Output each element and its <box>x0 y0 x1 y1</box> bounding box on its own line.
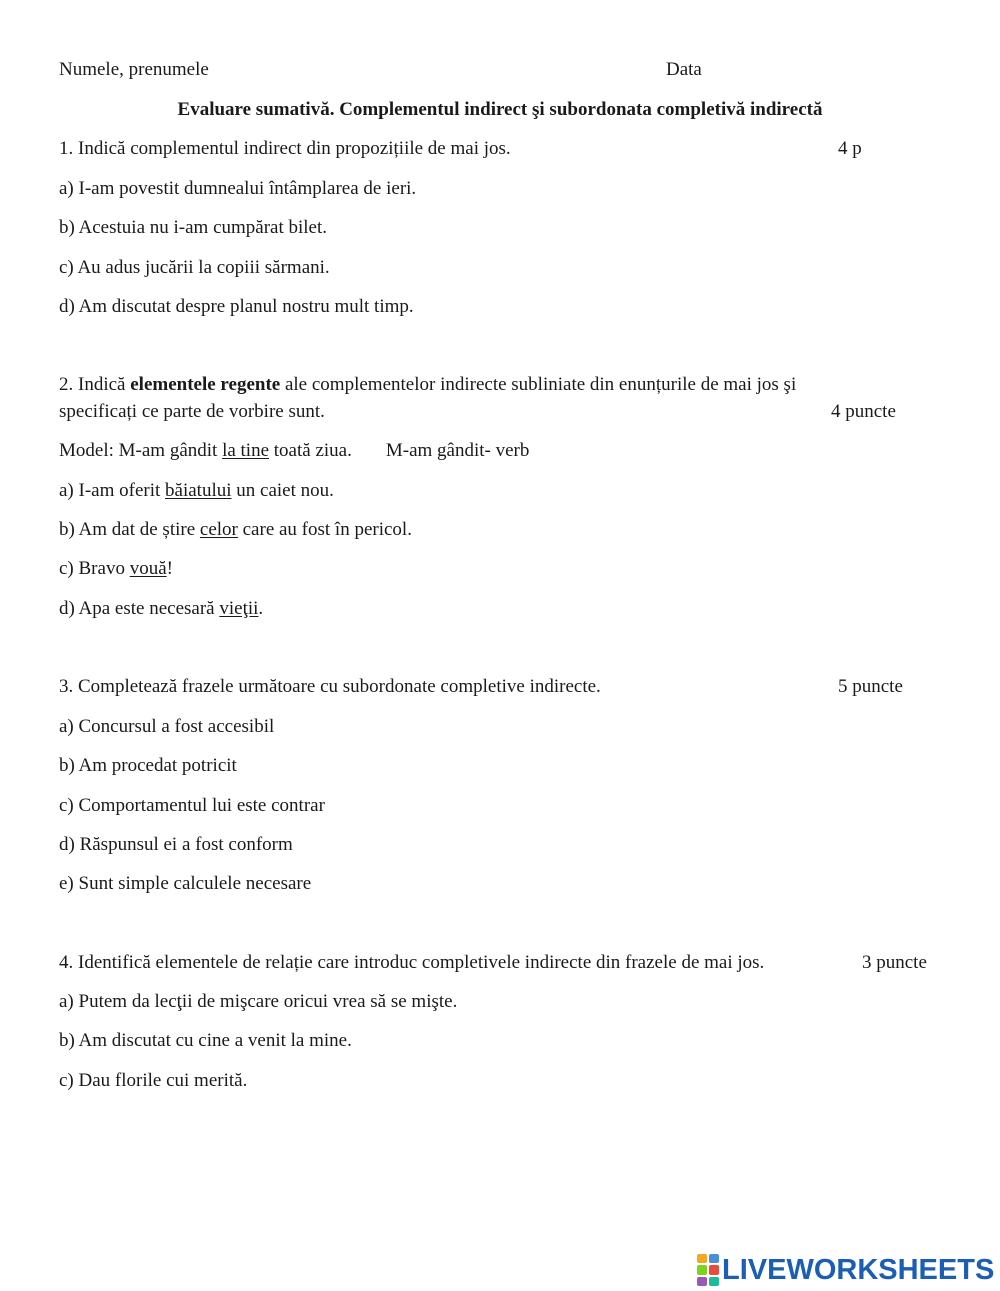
date-label: Data <box>666 59 702 80</box>
q2-model <box>59 440 529 462</box>
q3-item-e: e) Sunt simple calculele necesare <box>59 873 312 894</box>
q2-model-answer: M-am gândit- verb <box>385 440 530 461</box>
q2-item-a-pre: a) I-am oferit <box>59 480 166 501</box>
q2-prompt-line2: specificați ce parte de vorbire sunt. <box>59 401 325 422</box>
q2-item-d <box>59 598 263 620</box>
q2-points: 4 puncte <box>831 401 896 422</box>
q4-item-b: b) Am discutat cu cine a venit la mine. <box>59 1030 352 1051</box>
q2-model-underlined: la tine <box>222 440 270 461</box>
q3-item-a: a) Concursul a fost accesibil <box>59 716 275 737</box>
q2-item-d-post: . <box>258 598 264 619</box>
q2-item-c-underlined: vouă <box>129 558 167 579</box>
q2-prompt-pre: 2. Indică <box>59 374 131 395</box>
q2-prompt-post: ale complementelor indirecte subliniate din enunțurile de mai jos şi <box>280 374 797 395</box>
logo-block-5 <box>697 1277 707 1286</box>
q1-prompt: 1. Indică complementul indirect din propozițiile de mai jos. <box>59 138 511 159</box>
q4-item-a: a) Putem da lecţii de mişcare oricui vrea să se mişte. <box>59 991 458 1012</box>
q2-item-a <box>59 480 334 502</box>
q2-prompt <box>59 374 796 396</box>
q4-item-c: c) Dau florile cui merită. <box>59 1070 248 1091</box>
logo-block-6 <box>709 1277 719 1286</box>
liveworksheets-logo <box>697 1253 994 1287</box>
logo-block-1 <box>697 1254 707 1263</box>
q1-item-d: d) Am discutat despre planul nostru mult timp. <box>59 296 414 317</box>
q2-item-a-post: un caiet nou. <box>231 480 334 501</box>
q2-item-d-underlined: vieţii <box>219 598 259 619</box>
logo-text: LIVEWORKSHEETS <box>722 1253 995 1286</box>
q4-points: 3 puncte <box>862 952 927 973</box>
q2-prompt-bold: elementele regente <box>130 374 281 395</box>
q3-item-b: b) Am procedat potricit <box>59 755 237 776</box>
logo-block-3 <box>697 1265 707 1274</box>
q4-prompt: 4. Identifică elementele de relație care introduc completivele indirecte din frazele de mai jos. <box>59 952 765 973</box>
q2-model-pre: Model: M-am gândit <box>59 440 223 461</box>
q2-item-b-pre: b) Am dat de știre <box>59 519 200 540</box>
q3-prompt: 3. Completează frazele următoare cu subordonate completive indirecte. <box>59 676 601 697</box>
q2-item-a-underlined: băiatului <box>165 480 232 501</box>
liveworksheets-icon <box>697 1254 719 1286</box>
q1-item-a: a) I-am povestit dumnealui întâmplarea de ieri. <box>59 178 417 199</box>
q2-item-b-underlined: celor <box>199 519 238 540</box>
page-title: Evaluare sumativă. Complementul indirect şi subordonata completivă indirectă <box>177 99 823 120</box>
q1-item-b: b) Acestuia nu i-am cumpărat bilet. <box>59 217 328 238</box>
q1-points: 4 p <box>838 138 862 159</box>
q1-item-c: c) Au adus jucării la copiii sărmani. <box>59 257 330 278</box>
q3-item-c: c) Comportamentul lui este contrar <box>59 795 325 816</box>
q2-item-c-pre: c) Bravo <box>59 558 130 579</box>
logo-block-2 <box>709 1254 719 1263</box>
q2-item-b-post: care au fost în pericol. <box>237 519 412 540</box>
q2-item-b <box>59 519 412 541</box>
logo-block-4 <box>709 1265 719 1274</box>
name-label: Numele, prenumele <box>59 59 209 80</box>
q2-item-c <box>59 558 173 580</box>
q2-model-post: toată ziua. <box>269 440 352 461</box>
q3-item-d: d) Răspunsul ei a fost conform <box>59 834 293 855</box>
q2-item-d-pre: d) Apa este necesară <box>59 598 220 619</box>
q3-points: 5 puncte <box>838 676 903 697</box>
q2-item-c-post: ! <box>166 558 173 579</box>
